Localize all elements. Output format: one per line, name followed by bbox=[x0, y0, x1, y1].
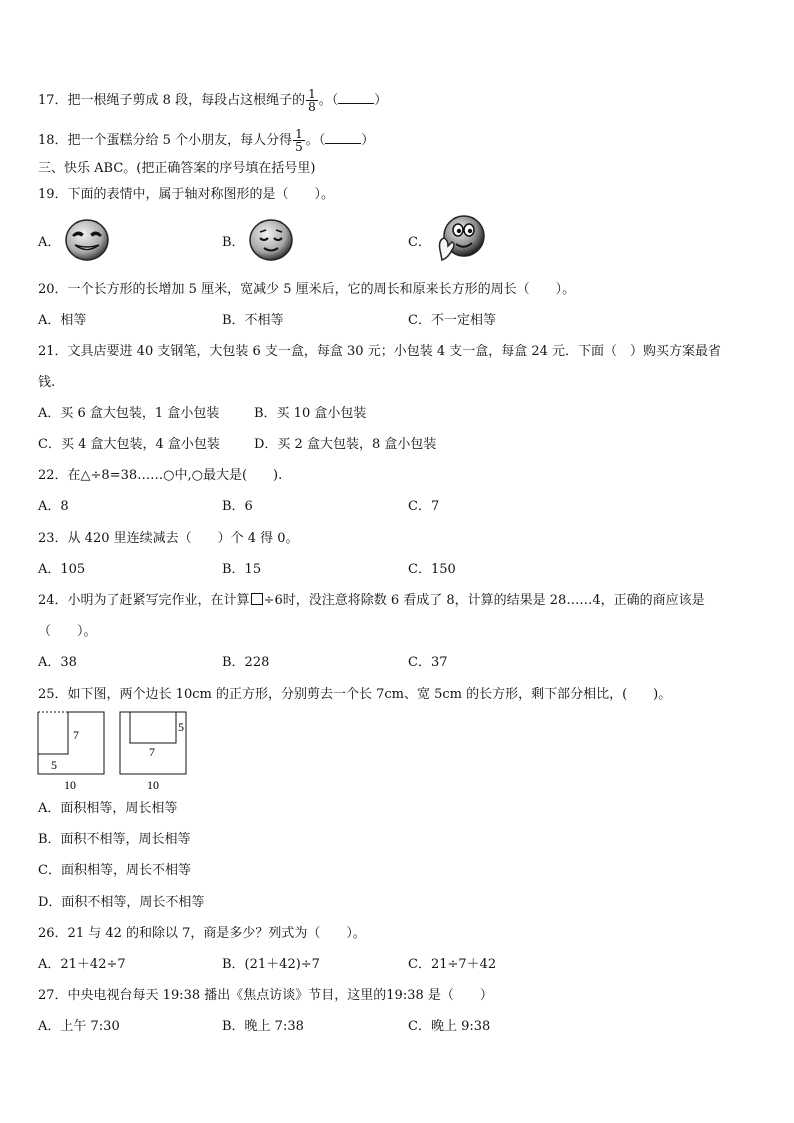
question-17: 17．把一根绳子剪成 8 段，每段占这根绳子的 $\frac{1}{8}$ 。（ ） bbox=[38, 87, 388, 114]
q21-option-c[interactable]: C．买 4 盒大包装，4 盒小包装 bbox=[38, 437, 220, 452]
q25-option-a[interactable]: A．面积相等，周长相等 bbox=[38, 801, 178, 816]
q21-option-d[interactable]: D．买 2 盒大包装，8 盒小包装 bbox=[254, 437, 437, 452]
question-26-stem: 26．21 与 42 的和除以 7，商是多少？列式为（ ）。 bbox=[38, 926, 366, 941]
q23-option-a[interactable]: A．105 bbox=[38, 562, 86, 577]
fig1-label-10: 10 bbox=[64, 778, 76, 792]
q22-option-b[interactable]: B．6 bbox=[222, 499, 253, 514]
fig1-label-7: 7 bbox=[73, 728, 79, 742]
q24-option-c[interactable]: C．37 bbox=[408, 655, 448, 670]
q27-option-b[interactable]: B．晚上 7:38 bbox=[222, 1019, 304, 1034]
question-23-stem: 23．从 420 里连续减去（ ）个 4 得 0。 bbox=[38, 531, 299, 546]
fig2-label-5: 5 bbox=[178, 720, 184, 734]
q26-option-b[interactable]: B．(21＋42)÷7 bbox=[222, 957, 320, 972]
q24-option-b[interactable]: B．228 bbox=[222, 655, 270, 670]
q27-option-a[interactable]: A．上午 7:30 bbox=[38, 1019, 120, 1034]
square-figure-2 bbox=[118, 710, 198, 794]
q25-option-b[interactable]: B．面积不相等，周长相等 bbox=[38, 832, 191, 847]
smiley-face-a-icon bbox=[64, 218, 110, 262]
q20-option-a[interactable]: A．相等 bbox=[38, 313, 87, 328]
q20-option-b[interactable]: B．不相等 bbox=[222, 313, 284, 328]
q17-answer-blank[interactable] bbox=[338, 91, 374, 104]
q22-option-a[interactable]: A．8 bbox=[38, 499, 69, 514]
smiley-face-b-icon bbox=[248, 218, 294, 262]
q23-option-b[interactable]: B．15 bbox=[222, 562, 262, 577]
fig1-label-5: 5 bbox=[51, 758, 57, 772]
q19-option-c-label: C． bbox=[408, 235, 431, 250]
q22-option-c[interactable]: C．7 bbox=[408, 499, 440, 514]
q21-option-a[interactable]: A．买 6 盒大包装，1 盒小包装 bbox=[38, 406, 220, 421]
q18-fraction: $\frac{1}{5}$ bbox=[295, 127, 303, 154]
question-18: 18．把一个蛋糕分给 5 个小朋友，每人分得 $\frac{1}{5}$ 。（ ） bbox=[38, 127, 375, 154]
question-19-stem: 19．下面的表情中，属于轴对称图形的是（ ）。 bbox=[38, 187, 335, 202]
q23-option-c[interactable]: C．150 bbox=[408, 562, 456, 577]
q19-option-a-label: A． bbox=[38, 235, 61, 250]
q18-text: 18．把一个蛋糕分给 5 个小朋友，每人分得 bbox=[38, 133, 293, 148]
question-24-stem-line2: （ ）。 bbox=[38, 624, 97, 639]
q20-option-c[interactable]: C．不一定相等 bbox=[408, 313, 496, 328]
q27-option-c[interactable]: C．晚上 9:38 bbox=[408, 1019, 491, 1034]
square-figure-1 bbox=[36, 710, 116, 794]
question-27-stem: 27．中央电视台每天 19:38 播出《焦点访谈》节目，这里的19:38 是（ ） bbox=[38, 988, 493, 1003]
section-3-heading: 三、快乐 ABC。(把正确答案的序号填在括号里) bbox=[38, 161, 316, 176]
q24-option-a[interactable]: A．38 bbox=[38, 655, 77, 670]
question-24-stem-line1: 24．小明为了赶紧写完作业，在计算 ÷6时，没注意将除数 6 看成了 8，计算的结果是 28……4，正确的商应该是 bbox=[38, 593, 705, 608]
blank-square-icon bbox=[251, 593, 263, 605]
q18-answer-blank[interactable] bbox=[325, 131, 361, 144]
fig2-label-10: 10 bbox=[147, 778, 159, 792]
question-21-stem-line2: 钱. bbox=[38, 375, 56, 390]
question-25-stem: 25．如下图，两个边长 10cm 的正方形，分别剪去一个长 7cm、宽 5cm 的长方形，剩下部分相比，( )。 bbox=[38, 687, 672, 702]
q19-option-b-label: B． bbox=[222, 235, 245, 250]
q25-option-c[interactable]: C．面积相等，周长不相等 bbox=[38, 863, 191, 878]
thinking-face-c-icon bbox=[434, 214, 486, 264]
q25-option-d[interactable]: D．面积不相等，周长不相等 bbox=[38, 895, 205, 910]
q21-option-b[interactable]: B．买 10 盒小包装 bbox=[254, 406, 367, 421]
question-22-stem: 22．在△÷8=38……○中,○最大是( ). bbox=[38, 468, 283, 483]
q26-option-a[interactable]: A．21＋42÷7 bbox=[38, 957, 126, 972]
q17-text: 17．把一根绳子剪成 8 段，每段占这根绳子的 bbox=[38, 93, 306, 108]
question-20-stem: 20．一个长方形的长增加 5 厘米，宽减少 5 厘米后，它的周长和原来长方形的周长（ ）。 bbox=[38, 282, 576, 297]
q26-option-c[interactable]: C．21÷7＋42 bbox=[408, 957, 497, 972]
question-21-stem-line1: 21．文具店要进 40 支钢笔，大包装 6 支一盒，每盒 30 元；小包装 4 支一盒，每盒 24 元．下面（ ）购买方案最省 bbox=[38, 344, 722, 359]
q17-fraction: $\frac{1}{8}$ bbox=[308, 87, 316, 114]
fig2-label-7: 7 bbox=[149, 745, 155, 759]
